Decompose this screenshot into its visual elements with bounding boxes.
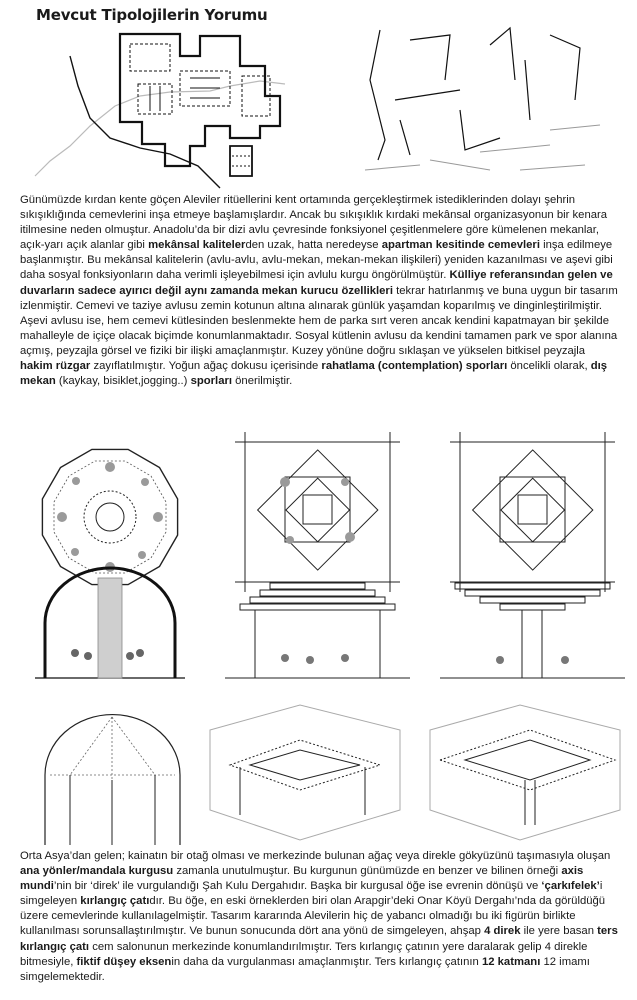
mandala-plan-drawing-2	[440, 432, 625, 592]
paragraph2-run: Orta Asya’dan gelen; kainatın bir otağ olması ve merkezinde bulunan ağaç veya direkle gökyüzünü taşımasıyla oluşan	[20, 850, 611, 862]
paragraph2-run: kırlangıç çatı	[80, 895, 150, 908]
paragraph2-run: 12 imamı simgelemektedir.	[20, 955, 590, 983]
paragraph1-run: zayıflatılmıştır. Yoğun ağaç dokusu içerisinde	[90, 360, 322, 373]
paragraph1-run: dış mekan	[20, 360, 608, 388]
paragraph-typology	[20, 193, 620, 389]
paragraph2-run: ters kırlangıç çatı	[20, 925, 618, 953]
paragraph2-run: cem salonunun merkezinde konumlandırılmıştır. Ters kırlangıç çatının yere daralarak gelip 4 direkle bitmesiyle,	[20, 940, 588, 968]
page-title: Mevcut Tipolojilerin Yorumu	[36, 6, 268, 24]
paragraph2-run: i simgeleyen	[20, 880, 603, 908]
paragraph1-run: mekânsal kaliteler	[148, 239, 246, 252]
paragraph2-run: fiktif düşey eksen	[76, 955, 172, 968]
wall-lines-drawing	[350, 20, 610, 185]
paragraph2-run: ana yönler/mandala kurgusu	[20, 865, 174, 878]
paragraph2-run: zamanla unutulmuştur. Bu kurgunun günümüzde en benzer ve bilinen örneği	[173, 865, 562, 878]
roof-axonometric-drawing-1	[200, 705, 405, 845]
paragraph1-run: den uzak, hatta neredeyse	[245, 239, 382, 252]
roof-axonometric-drawing-2	[420, 705, 625, 845]
paragraph2-run: ‘çarkıfelek’	[541, 880, 600, 893]
paragraph2-run: ile yere basan	[520, 925, 598, 938]
dome-axonometric-drawing	[30, 705, 195, 855]
paragraph1-run: tekrar hatırlanmış ve buna uygun bir tasarım izlenmiştir. Cemevi ve taziye avlusu zemin kotunun altına alınarak günlük yaşamdan koparılmış ve dinginleştirilmiştir. Aşevi avlusu ise, hem cemevi kütlesinden beslenmekte hem de parka sırt veren ancak kendini kapatmayan bir şekilde mahalleyle de içiçe olacak biçimde konumlanmaktadır. Sosyal kütlenin avlusu da kendini tamamen park ve spor alanına açmış, peyzajla görsel ve fiziki bir ilişki amaçlanmıştır. Kuzey yönüne doğru sıklaşan ve yükselen bitkisel peyzajla	[20, 284, 618, 357]
dome-section-drawing	[30, 568, 190, 683]
paragraph2-run: axis mundi	[20, 865, 584, 893]
paragraph2-run: in daha da vurgulanması amaçlanmıştır. Ters kırlangıç çatının	[171, 955, 482, 968]
roof-section-drawing-2	[440, 578, 625, 688]
roof-section-drawing-1	[225, 578, 410, 688]
site-plan-drawing	[30, 26, 300, 191]
paragraph1-run: öncelikli olarak,	[507, 360, 591, 373]
paragraph1-run: önerilmiştir.	[232, 375, 293, 388]
paragraph1-run: Günümüzde kırdan kente göçen Aleviler ritüellerini kent ortamında gerçekleştirmek istediklerinden dolayı şehrin sıkışıklığında cemevlerini inşa etmeye başlamışlardır. Ancak bu sıkışıklık kırdaki mekânsal organizasyonun bir kenara itilmesine neden olmuştur. Anadolu’da bir dizi avlu çevresinde fonksiyonel çeşitlenmelere göre kümelenen mekanlar, açık-yarı açık alanlar gibi	[20, 194, 608, 252]
mandala-plan-drawing-1	[225, 432, 410, 592]
paragraph1-run: Külliye referansından gelen ve duvarların sadece ayırıcı değil aynı zamanda mekan kurucu özellikleri	[20, 269, 613, 297]
paragraph-mandala	[20, 849, 620, 985]
paragraph1-run: rahatlama (contemplation) sporları	[321, 360, 508, 373]
paragraph2-run: ’nin bir ‘direk’ ile vurgulandığı Şah Kulu Dergahıdır. Başka bir kurgusal öğe ise evrenin dönüşü ve	[53, 880, 542, 893]
paragraph2-run: 4 direk	[484, 925, 521, 938]
paragraph1-run: hakim rüzgar	[20, 360, 91, 373]
paragraph2-run: dır. Bu öğe, en eski örneklerden biri olan Arapgir’deki Onar Köyü Dergahı’nda da görüldüğü üzere cemevlerinde kullanılagelmiştir. Tasarım kararında Alevilerin hiç de yabancı olmadığı bu iki figürün birlikte kullanılması sorunsallaştırılmıştır. Ve bunun sonucunda dört ana yönü de simgeleyen, ahşap	[20, 895, 606, 938]
paragraph1-run: inşa edilmeye başlanmıştır. Bu mekânsal kalitelerin (avlu-avlu, avlu-mekan, mekan-mekan ilişkileri) yeniden kazanılması ve aşevi gibi daha sosyal fonksiyonların daha verimli işleyebilmesi için avlulu kurgu öngörülmüştür.	[20, 239, 613, 282]
paragraph1-run: apartman kesitinde cemevleri	[381, 239, 540, 252]
paragraph1-run: sporları	[190, 375, 233, 388]
paragraph2-run: 12 katmanı	[481, 955, 541, 968]
paragraph1-run: (kaykay, bisiklet,jogging..)	[55, 375, 191, 388]
